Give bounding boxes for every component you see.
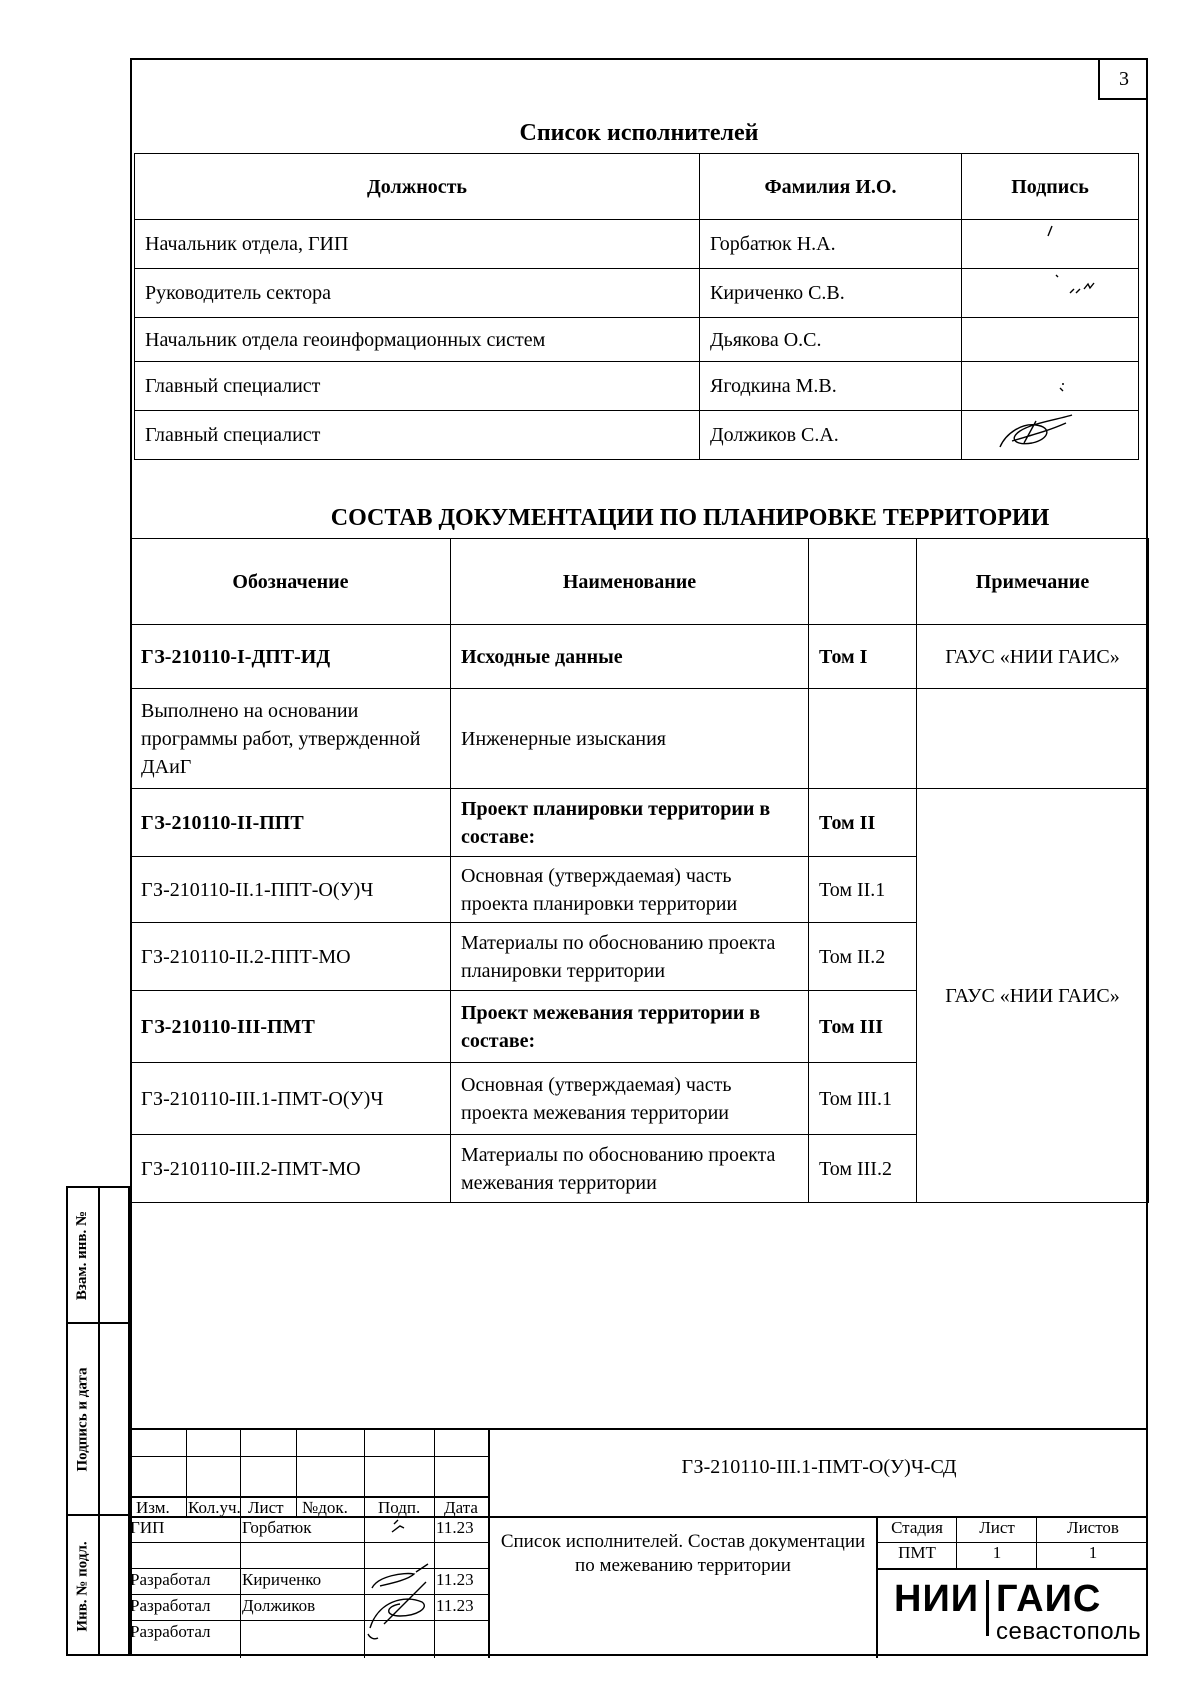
tb-name: Должиков [242, 1596, 316, 1615]
tb-role: Разработал [130, 1596, 211, 1615]
code-cell: ГЗ-210110-I-ДПТ-ИД [131, 625, 451, 689]
code-cell: ГЗ-210110-III-ПМТ [131, 991, 451, 1063]
header-code: Обозначение [131, 539, 451, 625]
signature-image [972, 222, 1122, 258]
signature-image [972, 364, 1122, 400]
tb-name: Кириченко [242, 1570, 322, 1589]
table-row [135, 220, 1139, 269]
code-cell: ГЗ-210110-III.2-ПМТ-МО [131, 1135, 451, 1203]
stage-value: ПМТ [898, 1543, 936, 1562]
sheet-value: 1 [992, 1543, 1002, 1562]
header-position: Должность [135, 154, 700, 220]
docs-title: СОСТАВ ДОКУМЕНТАЦИИ ПО ПЛАНИРОВКЕ ТЕРРИТОРИИ [330, 505, 1050, 531]
name-cell: Должиков С.А. [700, 411, 962, 460]
volume-cell: Том II [809, 789, 917, 857]
sheet-label: Лист [979, 1518, 1015, 1537]
tb-date: 11.23 [436, 1518, 474, 1537]
header-name: Фамилия И.О. [700, 154, 962, 220]
name-cell: Кириченко С.В. [700, 269, 962, 318]
code-cell: ГЗ-210110-II-ППТ [131, 789, 451, 857]
volume-cell: Том I [809, 625, 917, 689]
title-block [130, 1428, 1148, 1656]
name-cell: Ягодкина М.В. [700, 362, 962, 411]
title-cell: Инженерные изыскания [451, 689, 809, 789]
signature-cell [962, 411, 1139, 460]
signature-cell [962, 269, 1139, 318]
tb-date: 11.23 [436, 1596, 474, 1615]
header-note: Примечание [917, 539, 1149, 625]
stage-label: Стадия [891, 1518, 943, 1537]
title-block-signatures [364, 1516, 434, 1658]
title-cell: Материалы по обоснованию проекта планировки территории [451, 923, 809, 991]
side-stamp [66, 1186, 130, 1656]
position-cell: Главный специалист [135, 411, 700, 460]
col-podp: Подп. [378, 1498, 421, 1517]
side-label-vzam: Взам. инв. № [74, 1210, 91, 1300]
side-label-podpis: Подпись и дата [74, 1366, 91, 1472]
company-logo [886, 1570, 1148, 1658]
position-cell: Руководитель сектора [135, 269, 700, 318]
docs-header-row [131, 539, 1149, 625]
volume-cell: Том III.2 [809, 1135, 917, 1203]
signature-image [972, 271, 1122, 307]
name-cell: Дьякова О.С. [700, 318, 962, 362]
table-row [131, 789, 1149, 857]
tb-date: 11.23 [436, 1570, 474, 1589]
header-title: Наименование [451, 539, 809, 625]
code-cell: Выполнено на основании программы работ, утвержденной ДАиГ [131, 689, 451, 789]
signature-cell [962, 318, 1139, 362]
name-cell: Горбатюк Н.А. [700, 220, 962, 269]
note-cell [917, 689, 1149, 789]
title-cell: Основная (утверждаемая) часть проекта планировки территории [451, 857, 809, 923]
title-cell: Основная (утверждаемая) часть проекта межевания территории [451, 1063, 809, 1135]
table-row [135, 411, 1139, 460]
signature-cell [962, 362, 1139, 411]
table-row [135, 318, 1139, 362]
col-data: Дата [444, 1498, 478, 1517]
doc-code: ГЗ-210110-III.1-ПМТ-О(У)Ч-СД [681, 1456, 957, 1478]
page-number: 3 [1098, 60, 1148, 100]
volume-cell: Том III [809, 991, 917, 1063]
code-cell: ГЗ-210110-II.2-ППТ-МО [131, 923, 451, 991]
docs-table [130, 538, 1149, 1203]
col-ndok: №док. [302, 1498, 348, 1517]
doc-title: Список исполнителей. Состав документации по межеванию территории [500, 1531, 866, 1576]
code-cell: ГЗ-210110-III.1-ПМТ-О(У)Ч [131, 1063, 451, 1135]
side-label-inv: Инв. № подл. [74, 1540, 91, 1632]
position-cell: Главный специалист [135, 362, 700, 411]
merged-note-cell: ГАУС «НИИ ГАИС» [917, 789, 1149, 1203]
performers-title: Список исполнителей [519, 120, 759, 146]
volume-cell: Том II.1 [809, 857, 917, 923]
volume-cell [809, 689, 917, 789]
table-row [131, 689, 1149, 789]
table-row [131, 625, 1149, 689]
tb-name: Горбатюк [242, 1518, 312, 1537]
performers-table [134, 153, 1139, 460]
tb-role: Разработал [130, 1570, 211, 1589]
tb-role: ГИП [130, 1518, 165, 1537]
header-volume [809, 539, 917, 625]
col-list: Лист [248, 1498, 284, 1517]
title-cell: Исходные данные [451, 625, 809, 689]
code-cell: ГЗ-210110-II.1-ППТ-О(У)Ч [131, 857, 451, 923]
title-cell: Проект планировки территории в составе: [451, 789, 809, 857]
volume-cell: Том III.1 [809, 1063, 917, 1135]
col-koluch: Кол.уч. [188, 1498, 241, 1517]
title-cell: Материалы по обоснованию проекта межевания территории [451, 1135, 809, 1203]
table-row [135, 362, 1139, 411]
volume-cell: Том II.2 [809, 923, 917, 991]
position-cell: Начальник отдела, ГИП [135, 220, 700, 269]
logo-gais: ГАИС [996, 1578, 1102, 1620]
table-row [135, 269, 1139, 318]
logo-city: севастополь [996, 1618, 1142, 1645]
logo-nii: НИИ [894, 1578, 980, 1620]
position-cell: Начальник отдела геоинформационных систем [135, 318, 700, 362]
sheets-value: 1 [1088, 1543, 1098, 1562]
tb-role: Разработал [130, 1622, 211, 1641]
note-cell: ГАУС «НИИ ГАИС» [917, 625, 1149, 689]
header-signature: Подпись [962, 154, 1139, 220]
sheets-label: Листов [1067, 1518, 1119, 1537]
performers-header-row [135, 154, 1139, 220]
col-izm: Изм. [136, 1498, 170, 1517]
title-cell: Проект межевания территории в составе: [451, 991, 809, 1063]
signature-cell [962, 220, 1139, 269]
signature-image [972, 413, 1122, 449]
